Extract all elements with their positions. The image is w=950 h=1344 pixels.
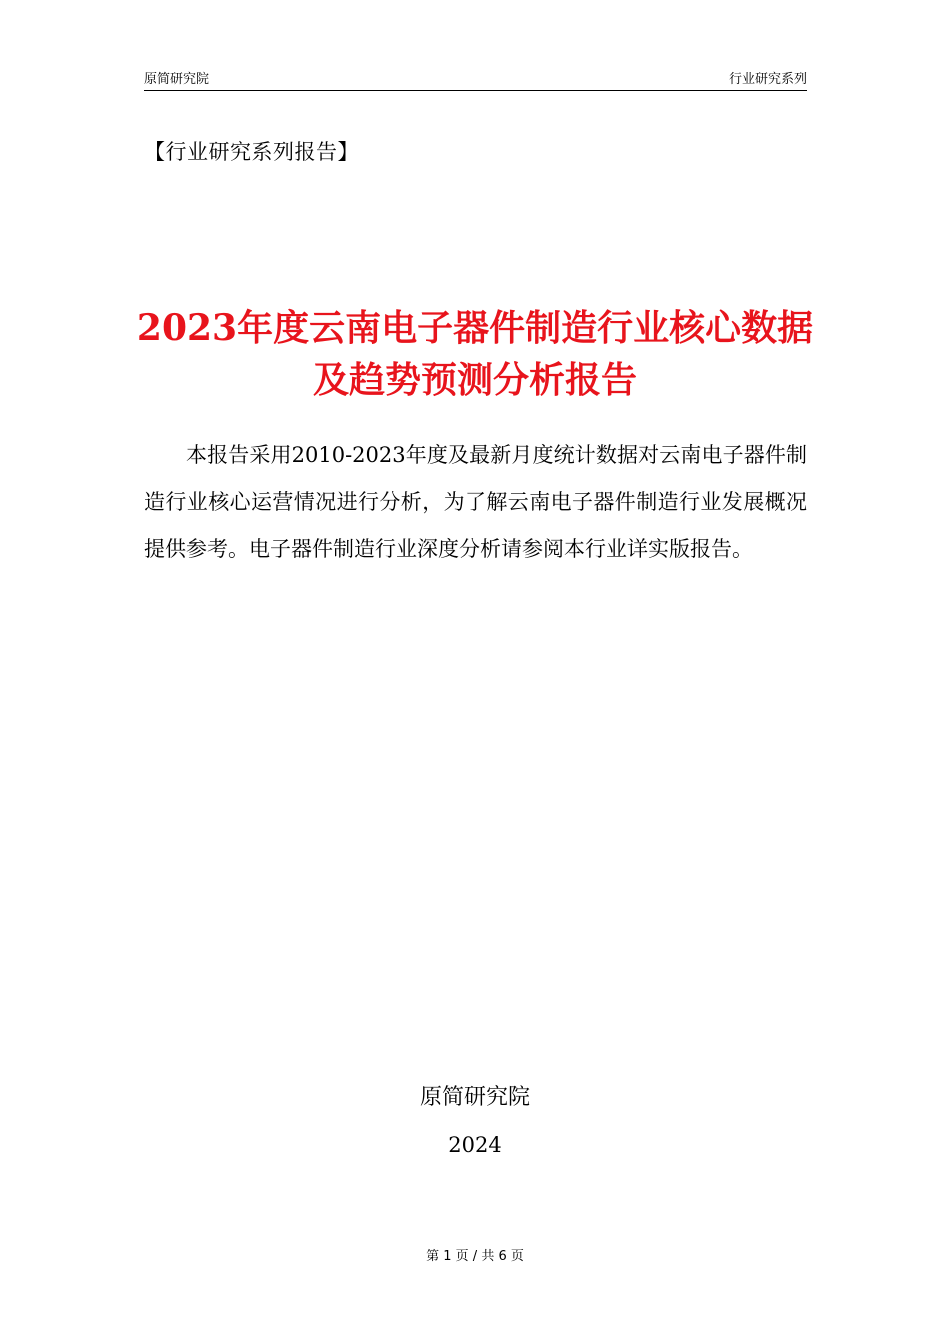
header-publisher: 原简研究院 [144, 72, 210, 87]
intro-paragraph: 本报告采用2010-2023年度及最新月度统计数据对云南电子器件制造行业核心运营情况进行分析，为了解云南电子器件制造行业发展概况提供参考。电子器件制造行业深度分析请参阅本行业详实版报告。 [144, 443, 807, 561]
page-footer: 第 1 页 / 共 6 页 [426, 1249, 524, 1264]
header-series: 行业研究系列 [728, 72, 807, 87]
publication-year: 2024 [448, 1133, 502, 1157]
page-header [144, 66, 807, 91]
publisher-name: 原简研究院 [419, 1085, 530, 1110]
report-title: 2023年度云南电子器件制造行业核心数据及趋势预测分析报告 [136, 307, 814, 401]
series-tag: 【行业研究系列报告】 [144, 140, 359, 164]
